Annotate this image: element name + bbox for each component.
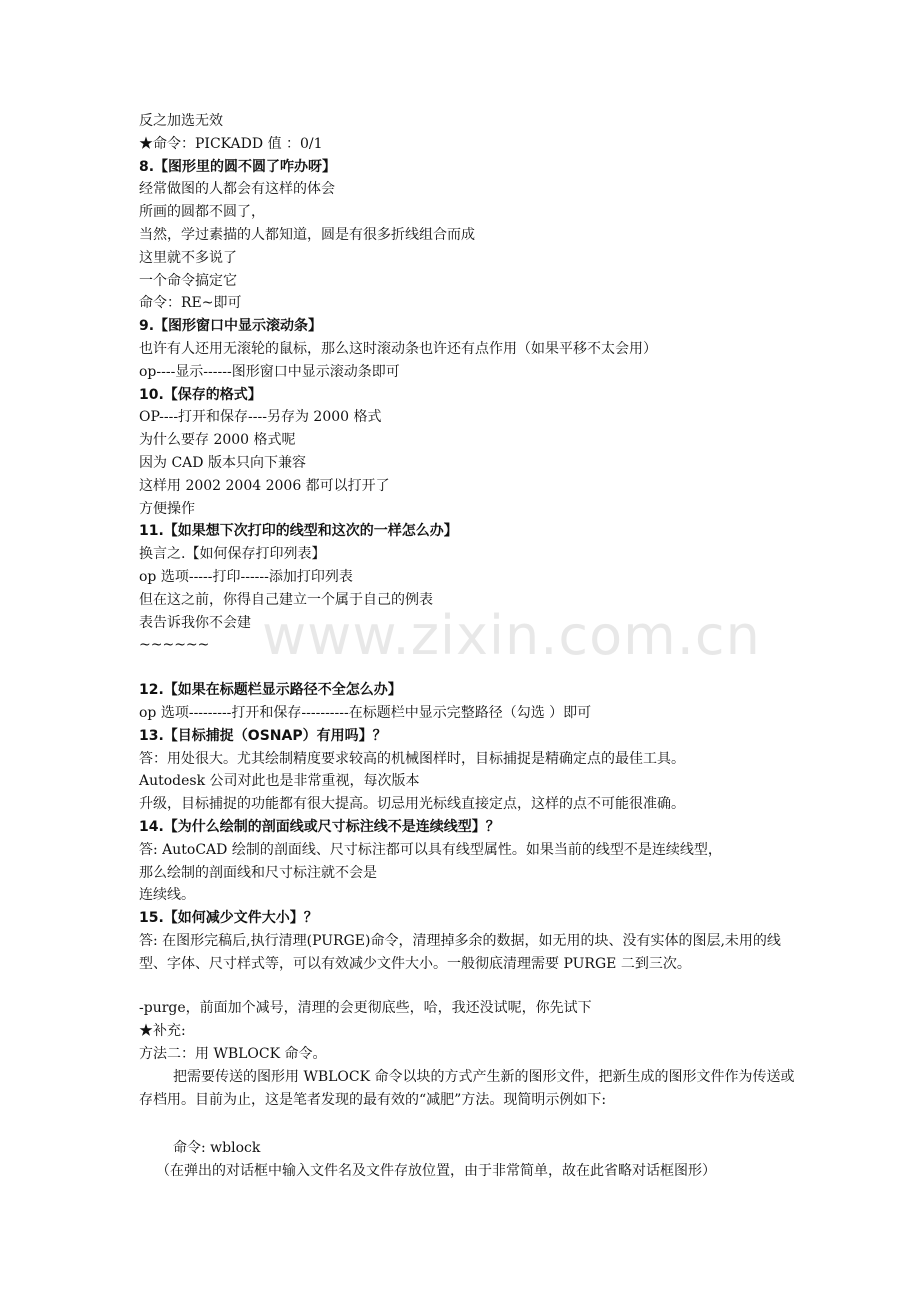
text-line: ★命令：PICKADD 值 ：0/1	[139, 135, 323, 152]
text-line: 也许有人还用无滚轮的鼠标，那么这时滚动条也许还有点作用（如果平移不太会用）	[139, 340, 657, 357]
command-line: 命令: wblock	[173, 1140, 261, 1157]
text-line: 但在这之前，你得自己建立一个属于自己的例表	[139, 591, 433, 608]
watermark: www.zixin.com.cn	[262, 604, 761, 667]
text-line: 反之加选无效	[139, 113, 223, 129]
text-line: 命令：RE~即可	[139, 295, 242, 312]
paragraph-text: （在弹出的对话框中输入文件名及文件存放位置，由于非常简单，故在此省略对话框图形）	[156, 1163, 716, 1180]
section-heading-9: 9.【图形窗口中显示滚动条】	[139, 318, 323, 335]
text-line: op----显示------图形窗口中显示滚动条即可	[139, 363, 400, 380]
text-line: OP----打开和保存----另存为 2000 格式	[139, 409, 382, 426]
text-line: 方法二：用 WBLOCK 命令。	[139, 1046, 327, 1063]
text-line: 因为 CAD 版本只向下兼容	[139, 454, 306, 471]
text-line: 换言之.【如何保存打印列表】	[139, 546, 326, 563]
text-line: 方便操作	[139, 500, 195, 517]
text-line: 答: AutoCAD 绘制的剖面线、尺寸标注都可以具有线型属性。如果当前的线型不是连续线型，	[139, 841, 722, 858]
paragraph: 答: 在图形完稿后,执行清理(PURGE)命令，清理掉多余的数据，如无用的块、没有实体的图层,未用的线型、字体、尺寸样式等，可以有效减少文件大小。一般彻底清理需要 PURGE 二到三次。	[139, 932, 781, 972]
text-line: 表告诉我你不会建	[139, 614, 251, 631]
section-heading-14: 14.【为什么绘制的剖面线或尺寸标注线不是连续线型】？	[139, 818, 500, 835]
text-line: 为什么要存 2000 格式呢	[139, 432, 296, 449]
text-line: 这样用 2002 2004 2006 都可以打开了	[139, 477, 390, 494]
text-line: 经常做图的人都会有这样的体会	[139, 181, 335, 198]
text-line: 答：用处很大。尤其绘制精度要求较高的机械图样时，目标捕捉是精确定点的最佳工具。	[139, 750, 685, 767]
document-body	[139, 110, 799, 1183]
text-line: 所画的圆都不圆了，	[139, 204, 265, 221]
text-line: 当然，学过素描的人都知道，圆是有很多折线组合而成	[139, 226, 475, 243]
text-line: Autodesk 公司对此也是非常重视，每次版本	[139, 773, 420, 790]
section-heading-8: 8.【图形里的圆不圆了咋办呀】	[139, 158, 337, 175]
text-line: 升级，目标捕捉的功能都有很大提高。切忌用光标线直接定点，这样的点不可能很准确。	[139, 796, 685, 813]
blank-line	[139, 1111, 799, 1137]
paragraph	[139, 1160, 799, 1183]
text-line: op 选项-----打印------添加打印列表	[139, 568, 353, 585]
text-line: -purge，前面加个减号，清理的会更彻底些，哈，我还没试呢，你先试下	[139, 1000, 592, 1017]
paragraph-text: 把需要传送的图形用 WBLOCK 命令以块的方式产生新的图形文件，把新生成的图形文件作为传送或存档用。目前为止，这是笔者发现的最有效的“减肥”方法。现简明示例如下:	[139, 1068, 795, 1108]
text-line: 连续线。	[139, 887, 195, 904]
text-line: 一个命令搞定它	[139, 272, 237, 289]
section-heading-10: 10.【保存的格式】	[139, 386, 262, 403]
text-line: ~~~~~~	[139, 637, 210, 654]
section-heading-11: 11.【如果想下次打印的线型和这次的一样怎么办】	[139, 523, 458, 540]
paragraph	[139, 1066, 799, 1112]
section-heading-13: 13.【目标捕捉（OSNAP）有用吗】？	[139, 727, 387, 744]
blank-line	[139, 657, 799, 679]
text-line: op 选项---------打开和保存----------在标题栏中显示完整路径（勾选 ）即可	[139, 704, 592, 721]
section-heading-12: 12.【如果在标题栏显示路径不全怎么办】	[139, 682, 402, 699]
text-line: 这里就不多说了	[139, 249, 237, 266]
text-line: 那么绘制的剖面线和尺寸标注就不会是	[139, 864, 377, 881]
section-heading-15: 15.【如何减少文件大小】？	[139, 910, 318, 927]
text-line: ★补充:	[139, 1023, 186, 1040]
blank-line	[139, 975, 799, 997]
